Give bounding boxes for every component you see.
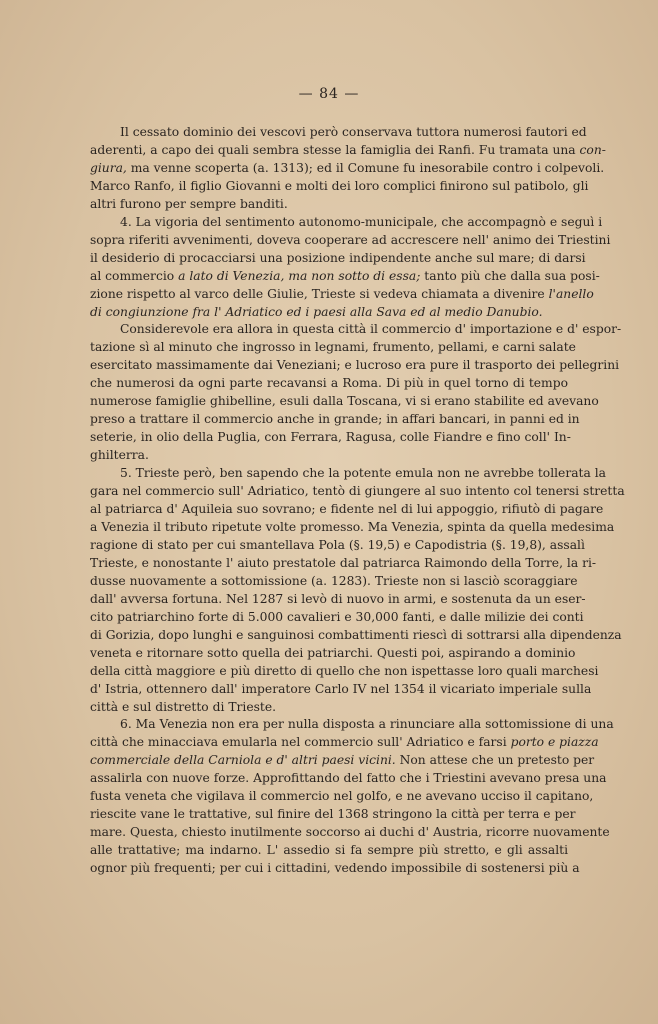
- text-line: [90, 609, 584, 627]
- text-line: [90, 393, 599, 411]
- italic-run: porto e piazza: [510, 735, 599, 750]
- text-line: [90, 591, 586, 609]
- text-run: esercitato massimamente dai Veneziani; e lucroso era pure il trasporto dei pellegrini: [90, 358, 620, 373]
- text-run: di Gorizia, dopo lunghi e sanguinosi combattimenti riescì di sottrarsi alla dipendenza: [90, 627, 622, 642]
- text-run: riescite vane le trattative, sul finire del 1368 stringono la città per terra e per: [90, 807, 576, 822]
- text-run: assalirla con nuove forze. Approfittando del fatto che i Triestini avevano presa una: [90, 771, 607, 786]
- text-run: al commercio: [90, 268, 179, 283]
- text-line: [90, 483, 625, 501]
- text-run: tanto più che dalla sua posi-: [420, 268, 600, 283]
- italic-run: a lato di Venezia, ma non sotto di essa;: [178, 268, 421, 283]
- text-run: della città maggiore e più diretto di quello che non ispettasse loro quali marchesi: [90, 663, 599, 678]
- text-line: [90, 537, 585, 555]
- text-run: cito patriarchino forte di 5.000 cavalieri e 30,000 fanti, e dalle milizie dei conti: [90, 609, 584, 624]
- text-run: Il cessato dominio dei vescovi però conservava tuttora numerosi fautori ed: [120, 125, 587, 139]
- text-run: il desiderio di procacciarsi una posizione indipendente anche sul mare; di darsi: [90, 250, 586, 265]
- text-run: Non attese che un pretesto per: [395, 753, 595, 768]
- text-run: alle trattative; ma indarno. L' assedio si fa sempre più stretto, e gli assalti: [90, 843, 568, 858]
- text-line: [90, 519, 615, 537]
- text-run: numerose famiglie ghibelline, esuli dalla Toscana, vi si erano stabilite ed avevano: [90, 394, 599, 409]
- text-run: veneta e ritornare sotto quella dei patriarchi. Questi poi, aspirando a dominio: [90, 645, 576, 660]
- text-run: dusse nuovamente a sottomissione (a. 1283). Trieste non si lasciò scoraggiare: [90, 573, 578, 588]
- text-run: città e sul distretto di Trieste.: [90, 699, 277, 714]
- text-line: [90, 824, 610, 842]
- paragraph: [90, 214, 611, 322]
- text-line: [90, 196, 568, 214]
- text-run: ragione di stato per cui smantellava Pola (§. 19,5) e Capodistria (§. 19,8), assalì: [90, 537, 585, 552]
- paragraph: [90, 321, 622, 465]
- text-line: [90, 842, 568, 860]
- text-line: [90, 178, 589, 196]
- text-line: [90, 770, 607, 788]
- text-run: Considerevole era allora in questa città il commercio d' importazione e d' espor-: [120, 322, 622, 337]
- paragraph: [90, 124, 606, 214]
- text-run: ghilterra.: [90, 448, 149, 463]
- text-line: [90, 124, 587, 142]
- text-line: [90, 465, 606, 483]
- text-run: sopra riferiti avvenimenti, doveva cooperare ad accrescere nell' animo dei Triestini: [90, 232, 611, 247]
- text-run: al patriarca d' Aquileia suo sovrano; e fidente nel di lui appoggio, rifiutò di pagare: [90, 502, 604, 517]
- text-run: Marco Ranfo, il figlio Giovanni e molti dei loro complici finirono sul patibolo, gli: [90, 178, 589, 193]
- italic-run: commerciale della Carniola e d' altri paesi vicini.: [90, 753, 396, 768]
- text-run: che numerosi da ogni parte recavansi a Roma. Di più in quel torno di tempo: [90, 376, 568, 391]
- text-line: [90, 321, 622, 339]
- paragraph: [90, 465, 625, 716]
- text-line: [90, 250, 586, 268]
- text-run: 6. Ma Venezia non era per nulla disposta a rinunciare alla sottomissione di una: [120, 717, 614, 732]
- text-run: ognor più frequenti; per cui i cittadini, vedendo impossibile di sostenersi più a: [90, 861, 580, 876]
- text-line: [90, 304, 568, 322]
- text-line: [90, 627, 622, 645]
- text-line: [90, 734, 599, 752]
- text-line: [90, 716, 614, 734]
- text-run: a Venezia il tributo ripetute volte promesso. Ma Venezia, spinta da quella medesima: [90, 519, 615, 534]
- italic-run: con-: [579, 142, 606, 157]
- text-run: ma venne scoperta (a. 1313); ed il Comune fu inesorabile contro i colpevoli.: [126, 160, 605, 175]
- text-line: [90, 860, 580, 878]
- text-line: [90, 375, 568, 393]
- text-line: [90, 681, 592, 699]
- text-line: [90, 339, 576, 357]
- text-run: dall' avversa fortuna. Nel 1287 si levò di nuovo in armi, e sostenuta da un eser-: [90, 591, 586, 606]
- text-line: [90, 160, 605, 178]
- text-line: [90, 232, 611, 250]
- text-run: Trieste, e nonostante l' aiuto prestatole dal patriarca Raimondo della Torre, la ri-: [90, 555, 597, 570]
- text-line: [90, 429, 571, 447]
- text-line: [90, 555, 597, 573]
- text-line: [90, 573, 578, 591]
- text-line: [90, 142, 606, 160]
- text-run: d' Istria, ottennero dall' imperatore Carlo IV nel 1354 il vicariato imperiale sulla: [90, 681, 592, 696]
- italic-run: giura,: [90, 160, 127, 175]
- paragraph: [90, 716, 614, 878]
- text-run: 5. Trieste però, ben sapendo che la potente emula non ne avrebbe tollerata la: [120, 466, 606, 481]
- text-line: [90, 357, 620, 375]
- text-line: [90, 501, 604, 519]
- text-line: [90, 645, 576, 663]
- text-run: altri furono per sempre banditi.: [90, 196, 288, 211]
- italic-run: l'anello: [548, 286, 594, 301]
- text-line: [90, 663, 599, 681]
- text-run: fusta veneta che vigilava il commercio nel golfo, e ne avevano ucciso il capitano,: [90, 789, 594, 804]
- text-line: [90, 286, 594, 304]
- text-line: [90, 806, 576, 824]
- text-run: città che minacciava emularla nel commercio sull' Adriatico e farsi: [90, 735, 511, 750]
- text-run: preso a trattare il commercio anche in grande; in affari bancari, in panni ed in: [90, 412, 580, 427]
- page-number: — 84 —: [298, 86, 360, 102]
- body-text: [90, 124, 625, 878]
- text-line: [90, 788, 594, 806]
- text-line: [90, 699, 568, 717]
- text-line: [90, 268, 600, 286]
- italic-run: di congiunzione fra l' Adriatico ed i paesi alla Sava ed al medio Danubio.: [90, 304, 543, 319]
- text-run: 4. La vigoria del sentimento autonomo-municipale, che accompagnò e seguì i: [120, 214, 603, 229]
- text-line: [90, 447, 568, 465]
- text-run: mare. Questa, chiesto inutilmente soccorso ai duchi d' Austria, ricorre nuovamente: [90, 825, 610, 840]
- text-run: aderenti, a capo dei quali sembra stesse la famiglia dei Ranfi. Fu tramata una: [90, 142, 580, 157]
- text-line: [90, 214, 603, 232]
- text-run: gara nel commercio sull' Adriatico, tentò di giungere al suo intento col tenersi stretta: [90, 484, 625, 499]
- text-run: zione rispetto al varco delle Giulie, Trieste si vedeva chiamata a divenire: [90, 286, 549, 301]
- text-line: [90, 752, 595, 770]
- text-run: tazione sì al minuto che ingrosso in legnami, frumento, pellami, e carni salate: [90, 340, 576, 355]
- text-line: [90, 411, 580, 429]
- text-run: seterie, in olio della Puglia, con Ferrara, Ragusa, colle Fiandre e fino coll' In-: [90, 430, 571, 445]
